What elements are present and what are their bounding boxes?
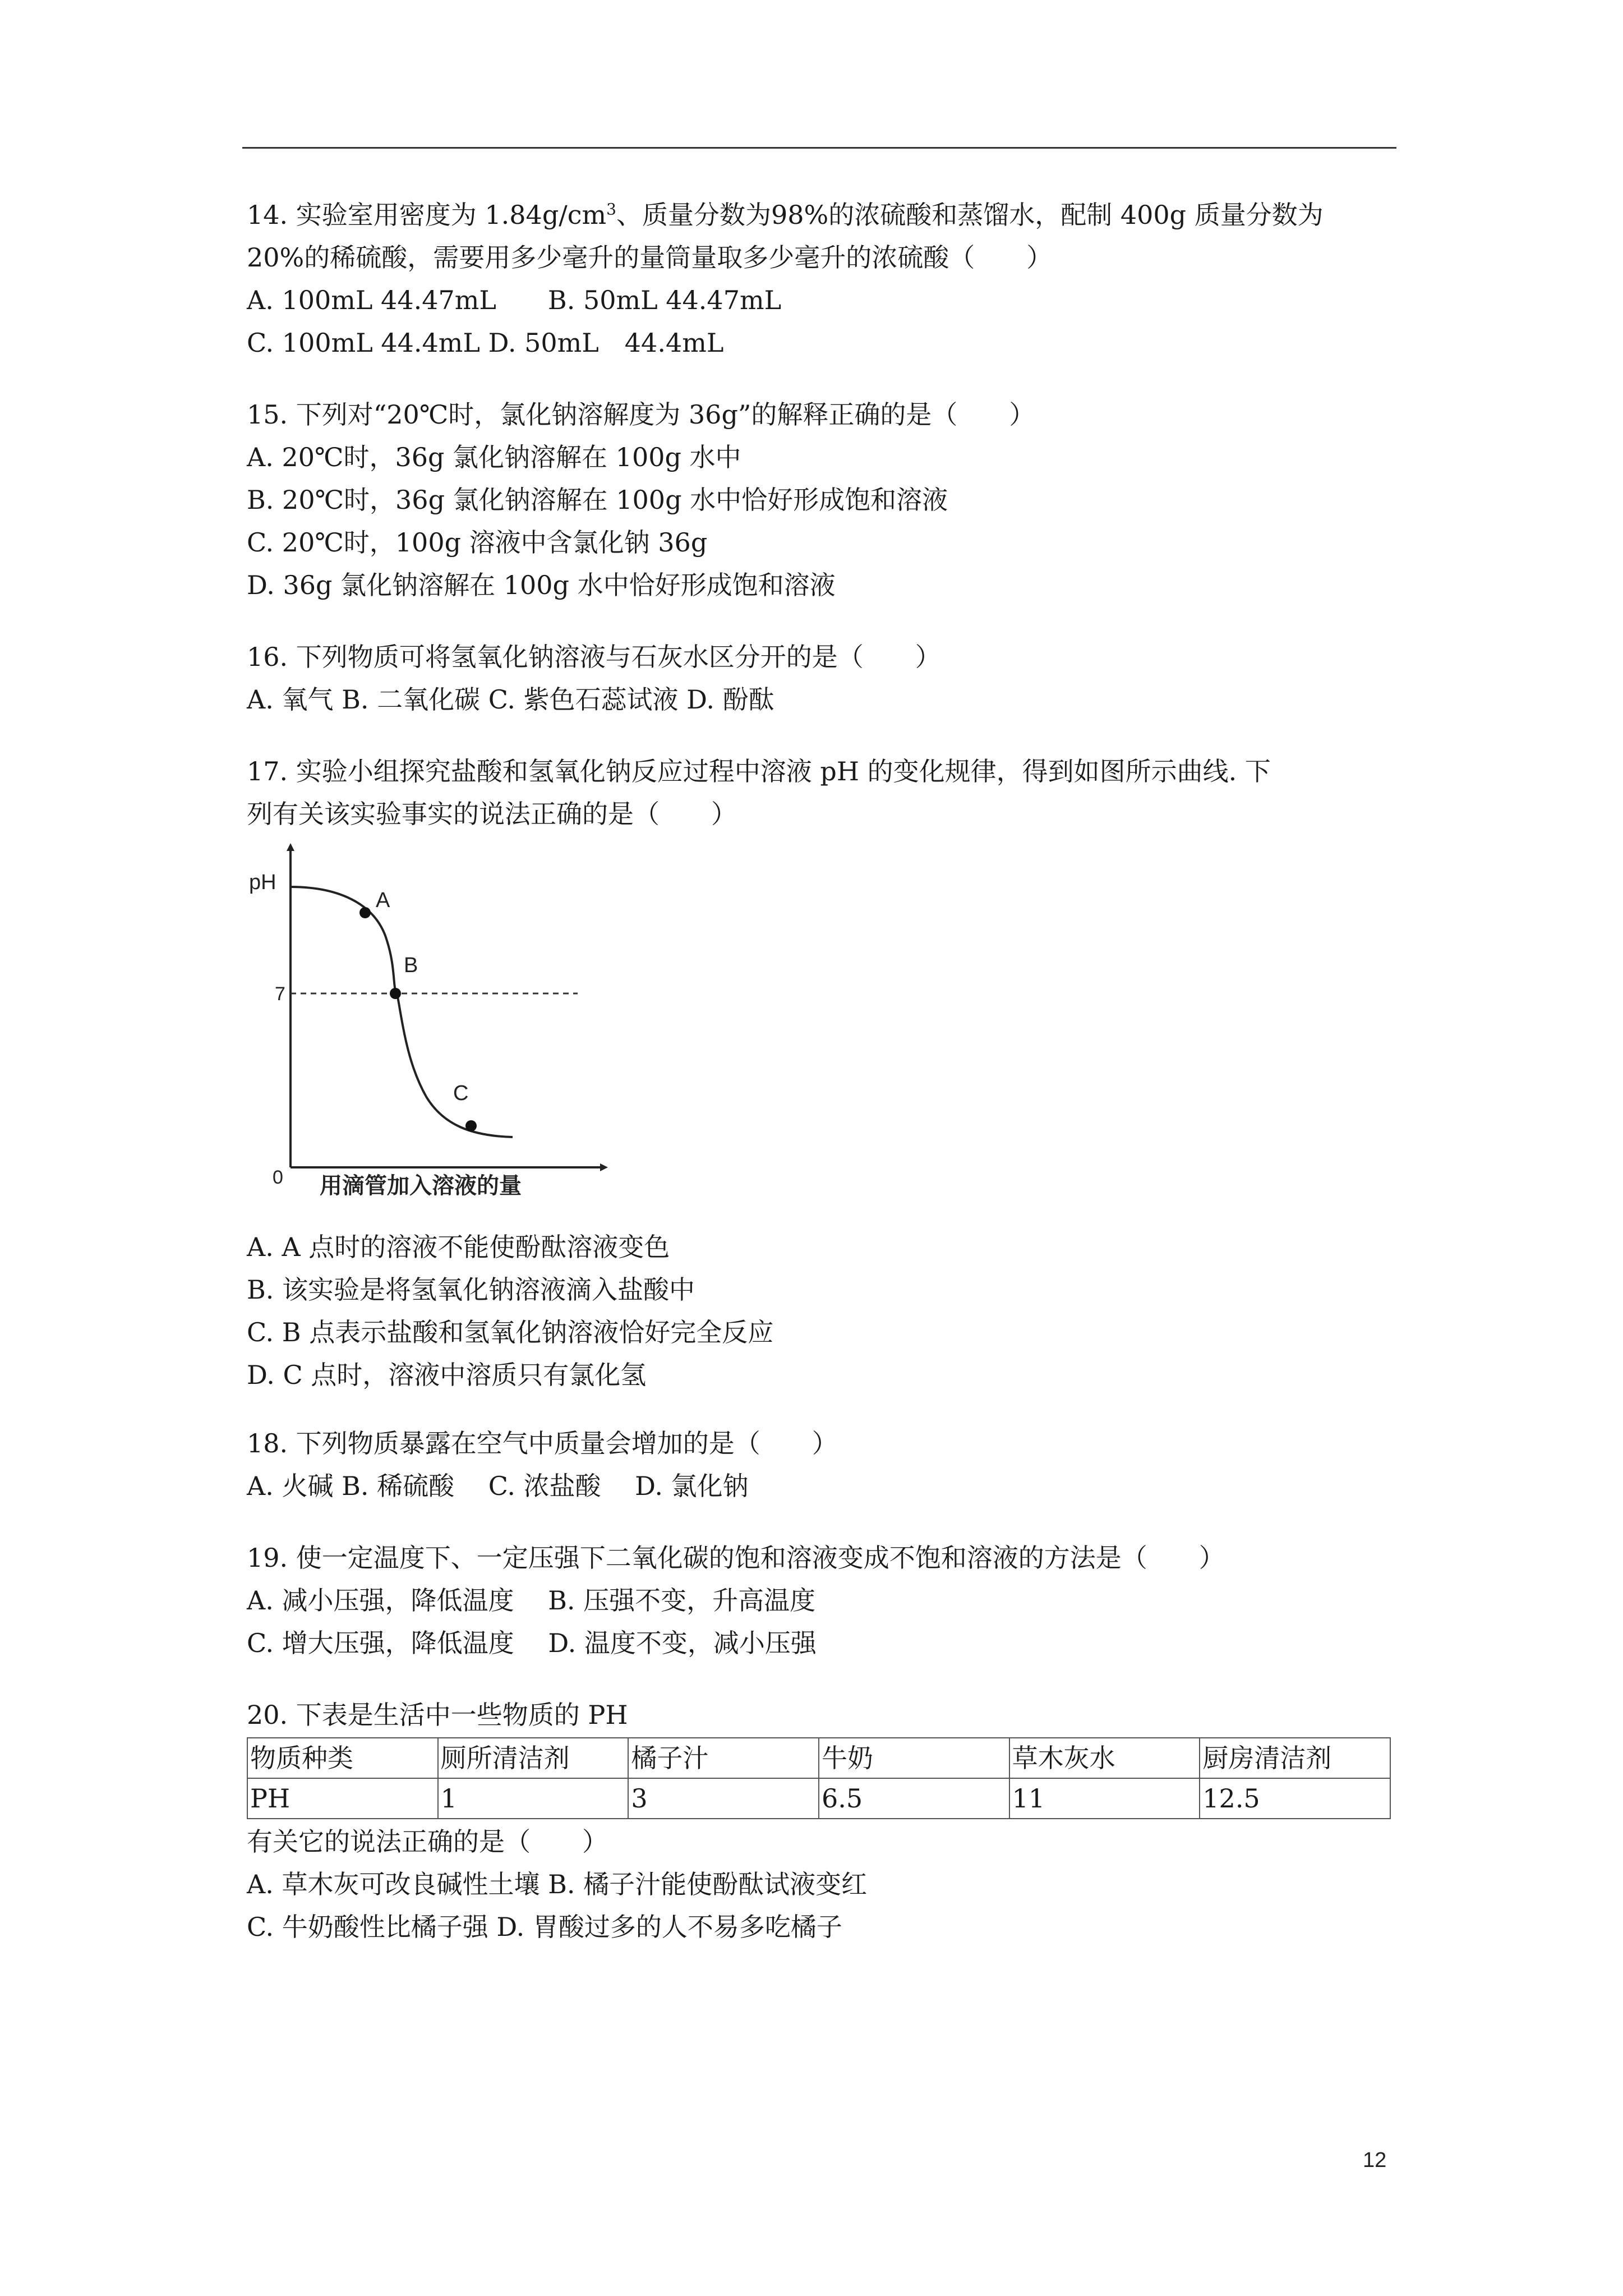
question-19 xyxy=(247,1536,1402,1664)
q16-options: A. 氧气 B. 二氧化碳 C. 紫色石蕊试液 D. 酚酞 xyxy=(247,684,774,715)
q18-options: A. 火碱 B. 稀硫酸 C. 浓盐酸 D. 氯化钠 xyxy=(247,1471,749,1501)
q17-option-a: A. A 点时的溶液不能使酚酞溶液变色 xyxy=(247,1232,670,1262)
table-cell: PH xyxy=(247,1778,438,1819)
q14-options-line1: A. 100mL 44.47mL B. 50mL 44.47mL xyxy=(247,285,782,315)
ph-curve-graph xyxy=(247,839,617,1198)
question-14 xyxy=(247,194,1402,364)
table-cell: 1 xyxy=(438,1778,629,1819)
q17-option-b: B. 该实验是将氢氧化钠溶液滴入盐酸中 xyxy=(247,1274,695,1305)
q19-options-line1: A. 减小压强，降低温度 B. 压强不变，升高温度 xyxy=(247,1585,816,1616)
point-a-marker xyxy=(359,907,371,918)
q17-option-d: D. C 点时，溶液中溶质只有氯化氢 xyxy=(247,1360,647,1390)
table-cell: 物质种类 xyxy=(247,1738,438,1778)
q14-options-line2: C. 100mL 44.4mL D. 50mL 44.4mL xyxy=(247,328,724,358)
q17-stem-line1: 17. 实验小组探究盐酸和氢氧化钠反应过程中溶液 pH 的变化规律，得到如图所示曲线. 下 xyxy=(247,756,1271,786)
table-cell: 厕所清洁剂 xyxy=(438,1738,629,1778)
point-b-marker xyxy=(390,988,401,999)
point-c-label: C xyxy=(453,1082,469,1105)
point-c-marker xyxy=(465,1120,477,1131)
question-16 xyxy=(247,636,1402,721)
q18-stem: 18. 下列物质暴露在空气中质量会增加的是（ ） xyxy=(247,1428,838,1458)
table-row-values xyxy=(247,1778,1390,1819)
q20-stem: 20. 下表是生活中一些物质的 PH xyxy=(247,1700,628,1730)
q15-option-c: C. 20℃时，100g 溶液中含氯化钠 36g xyxy=(247,527,708,558)
table-cell: 厨房清洁剂 xyxy=(1200,1738,1390,1778)
q19-stem: 19. 使一定温度下、一定压强下二氧化碳的饱和溶液变成不饱和溶液的方法是（ ） xyxy=(247,1543,1225,1573)
q14-stem-part2: 、质量分数为98%的浓硫酸和蒸馏水，配制 400g 质量分数为 xyxy=(616,200,1324,230)
q20-options-line1: A. 草木灰可改良碱性土壤 B. 橘子汁能使酚酞试液变红 xyxy=(247,1869,868,1899)
point-a-label: A xyxy=(376,889,390,912)
table-row-header xyxy=(247,1738,1390,1778)
q16-stem: 16. 下列物质可将氢氧化钠溶液与石灰水区分开的是（ ） xyxy=(247,642,941,672)
q17-option-c: C. B 点表示盐酸和氢氧化钠溶液恰好完全反应 xyxy=(247,1317,774,1347)
page-content xyxy=(247,194,1402,1977)
question-17 xyxy=(247,750,1402,1396)
q15-option-b: B. 20℃时，36g 氯化钠溶解在 100g 水中恰好形成饱和溶液 xyxy=(247,485,948,515)
q20-question: 有关它的说法正确的是（ ） xyxy=(247,1826,608,1857)
graph-background xyxy=(247,839,617,1198)
q15-stem: 15. 下列对“20℃时，氯化钠溶解度为 36g”的解释正确的是（ ） xyxy=(247,399,1035,430)
table-cell: 牛奶 xyxy=(819,1738,1009,1778)
q14-stem-line1 xyxy=(247,194,1402,236)
q14-stem-line2: 20%的稀硫酸，需要用多少毫升的量筒量取多少毫升的浓硫酸（ ） xyxy=(247,242,1053,273)
question-20 xyxy=(247,1694,1402,1948)
q20-options-line2: C. 牛奶酸性比橘子强 D. 胃酸过多的人不易多吃橘子 xyxy=(247,1912,842,1942)
q15-option-a: A. 20℃时，36g 氯化钠溶解在 100g 水中 xyxy=(247,442,741,472)
table-cell: 草木灰水 xyxy=(1009,1738,1200,1778)
table-cell: 橘子汁 xyxy=(628,1738,819,1778)
header-rule xyxy=(242,147,1396,149)
question-18 xyxy=(247,1422,1402,1507)
q14-stem-part1: 14. 实验室用密度为 1.84g/cm xyxy=(247,200,607,230)
point-b-label: B xyxy=(404,954,418,977)
q15-option-d: D. 36g 氯化钠溶解在 100g 水中恰好形成饱和溶液 xyxy=(247,570,836,600)
page-number: 12 xyxy=(1363,2148,1387,2172)
table-cell: 6.5 xyxy=(819,1778,1009,1819)
q14-superscript: 3 xyxy=(606,200,616,219)
x-axis-label: 用滴管加入溶液的量 xyxy=(320,1174,522,1198)
table-cell: 11 xyxy=(1009,1778,1200,1819)
ph7-label: 7 xyxy=(275,983,285,1005)
q19-options-line2: C. 增大压强，降低温度 D. 温度不变，减小压强 xyxy=(247,1628,817,1658)
ph-table xyxy=(247,1737,1391,1819)
y-axis-label: pH xyxy=(249,871,276,894)
table-cell: 12.5 xyxy=(1200,1778,1390,1819)
origin-label: 0 xyxy=(273,1167,283,1188)
question-15 xyxy=(247,393,1402,606)
table-cell: 3 xyxy=(628,1778,819,1819)
q17-stem-line2: 列有关该实验事实的说法正确的是（ ） xyxy=(247,799,737,829)
